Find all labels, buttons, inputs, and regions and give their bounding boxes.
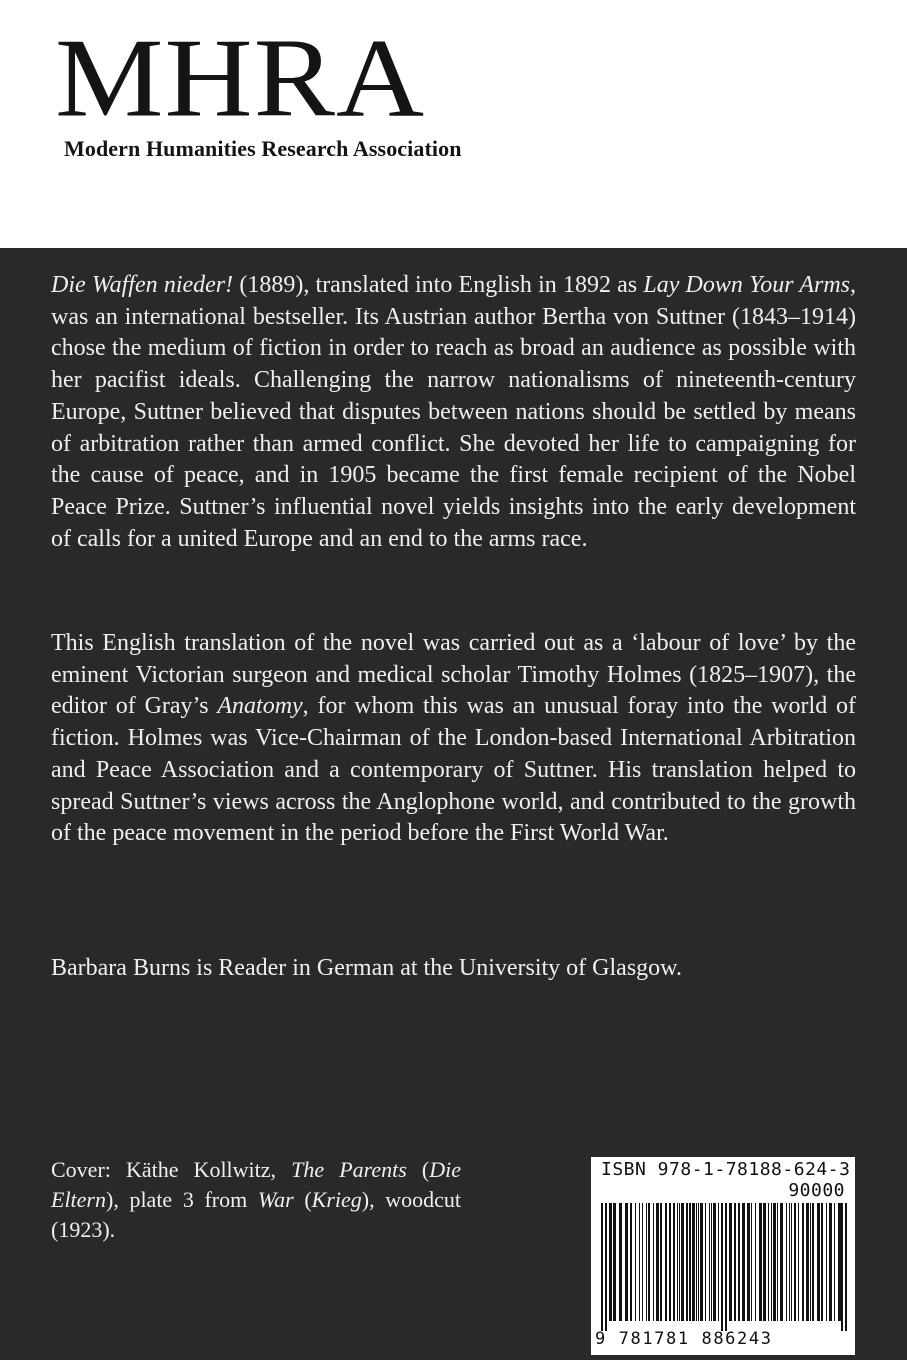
barcode-bar xyxy=(751,1203,752,1321)
cover-text-panel xyxy=(0,248,907,1360)
barcode-bar xyxy=(798,1203,799,1321)
barcode-bar xyxy=(838,1203,841,1321)
barcode-bar xyxy=(786,1203,787,1321)
text-segment: ), plate 3 from xyxy=(106,1187,258,1212)
barcode-bar xyxy=(777,1203,778,1321)
barcode-bar xyxy=(834,1203,835,1321)
text-segment: , for whom this was an unusual foray into the world of fiction. Holmes was Vice-Chairman of the London-based International Arbitration and Peace Association and a contemporary of Suttner. His translation helped to spread Suttner’s views across the Anglophone world, and contributed to the growth of the peace movement in the period before the First World War. xyxy=(51,693,856,847)
barcode-bar xyxy=(648,1203,650,1321)
publisher-header xyxy=(0,0,907,248)
barcode-bar xyxy=(718,1203,719,1321)
barcode-bar xyxy=(759,1203,762,1321)
barcode-bar xyxy=(738,1203,740,1321)
italic-title-segment: Krieg xyxy=(311,1187,362,1212)
barcode-bar xyxy=(845,1203,847,1331)
italic-title-segment: Anatomy xyxy=(217,693,303,720)
italic-title-segment: Die Eltern xyxy=(51,1157,461,1212)
barcode-bar xyxy=(817,1203,820,1321)
mhra-logo: MHRA xyxy=(55,16,426,141)
italic-title-segment: The Parents xyxy=(291,1157,407,1182)
barcode-bar xyxy=(763,1203,766,1321)
barcode-bar xyxy=(742,1203,745,1321)
barcode-bar xyxy=(721,1203,723,1331)
barcode-bar xyxy=(679,1203,680,1321)
barcode-bar xyxy=(725,1203,727,1331)
text-segment: ( xyxy=(406,1157,430,1182)
barcode-bar xyxy=(841,1203,843,1331)
barcode-bar xyxy=(791,1203,792,1321)
barcode-bar xyxy=(806,1203,809,1321)
barcode-bar xyxy=(686,1203,688,1321)
barcode-bar xyxy=(665,1203,667,1321)
barcode-bar xyxy=(689,1203,691,1321)
isbn-text: ISBN 978-1-78188-624-3 xyxy=(601,1159,851,1180)
barcode-bar xyxy=(653,1203,654,1321)
barcode-bar xyxy=(734,1203,736,1321)
ean-digits: 9 781781 886243 xyxy=(595,1329,773,1349)
barcode-bar xyxy=(630,1203,632,1321)
cover-credit xyxy=(51,1155,461,1245)
barcode-bar xyxy=(826,1203,827,1321)
text-segment: ), woodcut (1923). xyxy=(51,1187,461,1242)
italic-title-segment: Lay Down Your Arms xyxy=(643,272,851,298)
barcode-bar xyxy=(646,1203,647,1321)
organization-name: Modern Humanities Research Association xyxy=(64,136,462,161)
barcode-bar xyxy=(780,1203,783,1321)
text-segment: This English translation of the novel was carried out as a ‘labour of love’ by the eminent Victorian surgeon and medical scholar Timothy Holmes (1825–1907), the editor of Gray’s xyxy=(51,630,856,720)
barcode-bar xyxy=(709,1203,710,1321)
barcode-bar xyxy=(700,1203,703,1321)
barcode-bar xyxy=(810,1203,811,1321)
barcode-bar xyxy=(639,1203,640,1321)
barcode-bar xyxy=(729,1203,732,1321)
barcode-bar xyxy=(619,1203,622,1321)
barcode-bar xyxy=(789,1203,790,1321)
barcode-bar xyxy=(673,1203,675,1321)
barcode-bar xyxy=(635,1203,636,1321)
barcode-bar xyxy=(601,1203,603,1331)
barcode-bar xyxy=(660,1203,662,1321)
barcode-bar xyxy=(771,1203,772,1321)
barcode-bar xyxy=(713,1203,716,1321)
barcode-bar xyxy=(802,1203,804,1321)
author-bio: Barbara Burns is Reader in German at the University of Glasgow. xyxy=(51,955,682,981)
barcode-bar xyxy=(773,1203,776,1321)
barcode-bar xyxy=(613,1203,616,1321)
barcode-bar xyxy=(625,1203,628,1321)
barcode-bars xyxy=(597,1203,849,1331)
description-paragraph-2 xyxy=(51,628,856,850)
barcode-bar xyxy=(605,1203,607,1331)
barcode-bar xyxy=(768,1203,769,1321)
text-segment: Cover: Käthe Kollwitz, xyxy=(51,1157,292,1182)
italic-title-segment: Die Waffen nieder! xyxy=(51,272,234,298)
barcode-bar xyxy=(696,1203,697,1321)
barcode-bar xyxy=(821,1203,823,1321)
text-segment: ( xyxy=(293,1187,312,1212)
barcode-bar xyxy=(698,1203,699,1321)
barcode-bar xyxy=(747,1203,750,1321)
italic-title-segment: War xyxy=(257,1187,294,1212)
price-code: 90000 xyxy=(788,1180,845,1201)
barcode-bar xyxy=(677,1203,678,1321)
barcode-bar xyxy=(705,1203,706,1321)
barcode-bar xyxy=(681,1203,684,1321)
barcode-bar xyxy=(755,1203,756,1321)
barcode-bar xyxy=(711,1203,712,1321)
barcode-bar xyxy=(669,1203,671,1321)
barcode-bar xyxy=(656,1203,659,1321)
barcode-bar xyxy=(692,1203,695,1321)
text-segment: (1889), translated into English in 1892 as xyxy=(233,272,644,298)
barcode-bar xyxy=(812,1203,814,1321)
text-segment: , was an international bestseller. Its Austrian author Bertha von Suttner (1843–1914) chose the medium of fiction in order to reach as broad an audience as possible with her pacifist ideals. Challenging the narrow nationalisms of nineteenth-century Europe, Suttner believed that disputes between nations should be settled by means of arbitration rather than armed conflict. She devoted her life to campaigning for the cause of peace, and in 1905 became the first female recipient of the Nobel Peace Prize. Suttner’s influential novel yields insights into the early development of calls for a united Europe and an end to the arms race. xyxy=(51,272,857,552)
barcode-bar xyxy=(829,1203,832,1321)
description-paragraph-1 xyxy=(51,270,856,555)
barcode-bar xyxy=(609,1203,612,1321)
isbn-barcode xyxy=(591,1157,855,1355)
barcode-bar xyxy=(794,1203,796,1321)
barcode-bar xyxy=(642,1203,643,1321)
